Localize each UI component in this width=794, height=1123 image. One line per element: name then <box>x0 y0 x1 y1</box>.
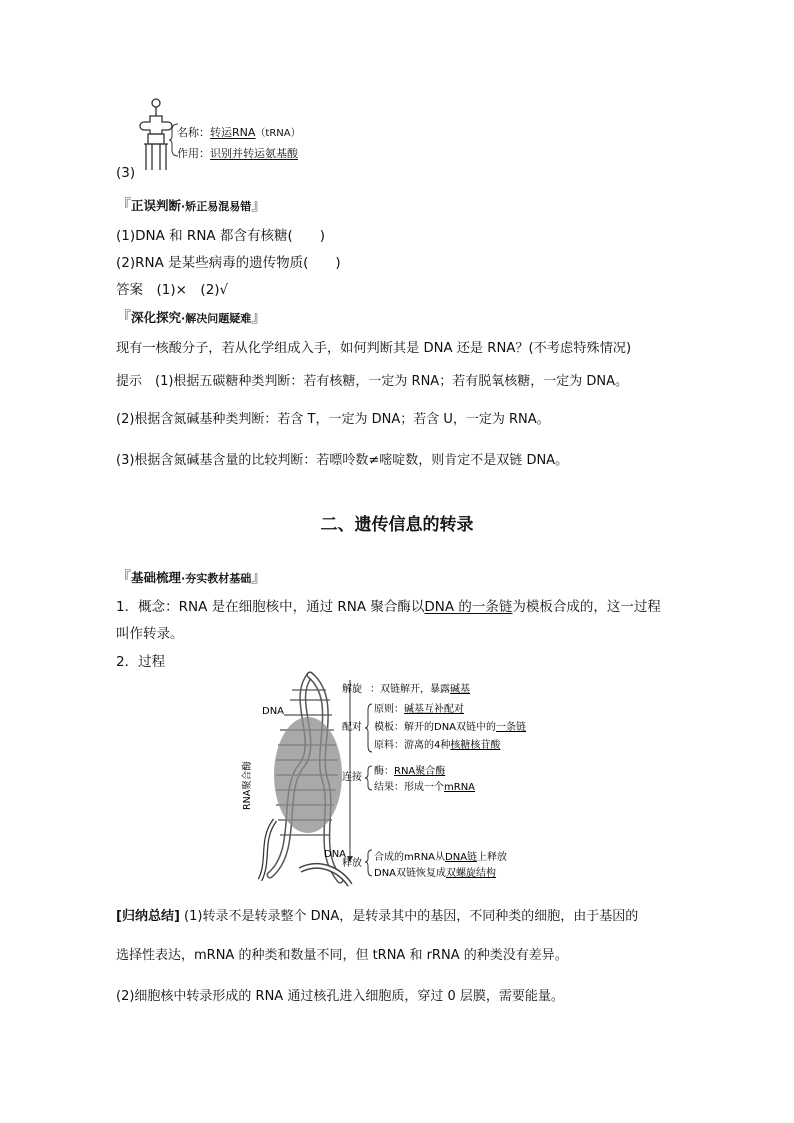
explore-hint-3: (3)根据含氮碱基含量的比较判断：若嘌呤数≠嘧啶数，则肯定不是双链 DNA。 <box>116 453 569 468</box>
pair-material: 原料：游离的4种核糖核苷酸 <box>374 740 501 751</box>
judge-q2: (2)RNA 是某些病毒的遗传物质( ) <box>116 255 341 271</box>
step-link: 连接 <box>342 772 362 783</box>
summary-p1-line2: 选择性表达，mRNA 的种类和数量不同，但 tRNA 和 rRNA 的种类没有差异。 <box>116 948 568 963</box>
pair-rule: 原则：碱基互补配对 <box>374 704 464 715</box>
explore-hint-2: (2)根据含氮碱基种类判断：若含 T，一定为 DNA；若含 U，一定为 RNA。 <box>116 412 550 427</box>
release-1: 合成的mRNA从DNA链上释放 <box>374 852 508 863</box>
judge-q1: (1)DNA 和 RNA 都含有核糖( ) <box>116 228 325 244</box>
explore-question: 现有一核酸分子，若从化学组成入手，如何判断其是 DNA 还是 RNA？(不考虑特殊情况) <box>116 341 632 356</box>
rna-polymerase-shape <box>274 717 342 833</box>
basics-concept <box>116 595 661 615</box>
link-result: 结果：形成一个mRNA <box>374 782 476 793</box>
judge-tag-sub: ·矫正易混易错 <box>181 200 252 213</box>
summary-p2: (2)细胞核中转录形成的 RNA 通过核孔进入细胞质，穿过 0 层膜，需要能量。 <box>116 989 564 1004</box>
transcription-diagram <box>240 670 550 890</box>
label-dna-top: DNA <box>262 706 285 717</box>
explore-tag: 『深化探究·解决问题疑难』 <box>116 308 267 326</box>
release-2: DNA双链恢复成双螺旋结构 <box>374 868 497 879</box>
basics-tag-main: 基础梳理 <box>131 570 182 585</box>
summary-tag: [归纳总结] <box>116 909 180 924</box>
label-rna-polymerase: RNA聚合酶 <box>242 761 253 810</box>
step-unwind: 解旋 <box>342 684 362 695</box>
trna-name-label: 名称： <box>177 126 210 139</box>
basics-tag-sub: ·夯实教材基础 <box>181 572 252 585</box>
concept-text-underlined: DNA 的一条链 <box>424 599 513 615</box>
judge-answer: 答案 (1)× (2)√ <box>116 282 229 298</box>
concept-text-post: 为模板合成的，这一过程 <box>512 599 661 615</box>
judge-tag: 『正误判断·矫正易混易错』 <box>116 196 267 214</box>
basics-concept-line2: 叫作转录。 <box>116 626 184 642</box>
unwind-detail: ：双链解开，暴露碱基 <box>370 684 470 695</box>
trna-function <box>177 145 298 161</box>
link-enzyme: 酶：RNA聚合酶 <box>374 766 446 777</box>
concept-text-pre: 1．概念：RNA 是在细胞核中，通过 RNA 聚合酶以 <box>116 599 425 615</box>
trna-function-label: 作用： <box>177 147 210 160</box>
trna-item-number: (3) <box>116 165 136 181</box>
trna-name <box>177 124 301 140</box>
explore-tag-main: 深化探究 <box>131 310 182 325</box>
trna-function-value: 识别并转运氨基酸 <box>210 147 298 160</box>
summary-p1 <box>116 905 638 924</box>
label-dna-bottom: DNA <box>324 849 347 860</box>
section-title: 二、遗传信息的转录 <box>320 515 474 535</box>
trna-name-abbr: （tRNA） <box>255 128 301 139</box>
trna-name-value: 转运RNA <box>210 126 256 139</box>
basics-process: 2．过程 <box>116 654 166 670</box>
pair-template: 模板：解开的DNA双链中的一条链 <box>374 722 527 733</box>
basics-tag: 『基础梳理·夯实教材基础』 <box>116 568 267 586</box>
explore-hint-1: 提示 (1)根据五碳糖种类判断：若有核糖，一定为 RNA；若有脱氧核糖，一定为 DNA。 <box>116 374 628 389</box>
step-release: 释放 <box>342 858 362 869</box>
explore-tag-sub: ·解决问题疑难 <box>181 312 252 325</box>
step-pair: 配对 <box>342 722 362 733</box>
judge-tag-main: 正误判断 <box>131 198 182 213</box>
summary-p1-line1: (1)转录不是转录整个 DNA，是转录其中的基因，不同种类的细胞，由于基因的 <box>184 909 639 924</box>
